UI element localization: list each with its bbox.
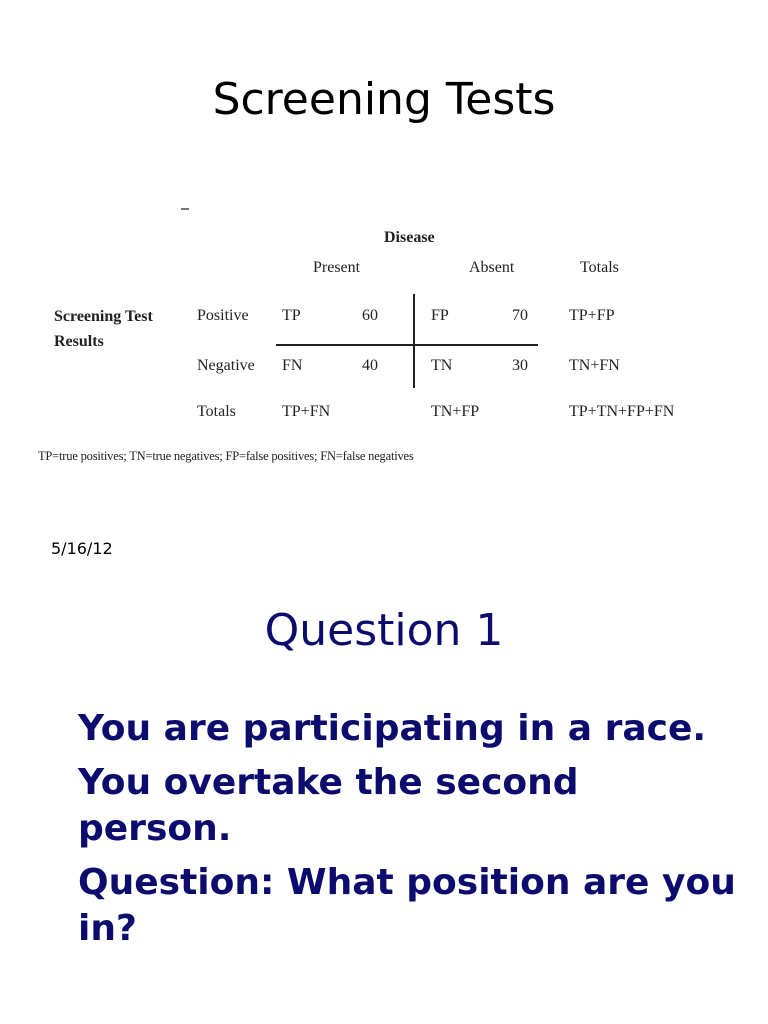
cell-tn-value: 30 <box>512 357 528 374</box>
question-body <box>78 706 738 960</box>
cell-fp-value: 70 <box>512 307 528 324</box>
table-vertical-divider <box>413 294 415 388</box>
cell-tp-value: 60 <box>362 307 378 324</box>
table-legend: TP=true positives; TN=true negatives; FP=false positives; FN=false negatives <box>38 449 414 463</box>
row-label-totals: Totals <box>197 403 236 420</box>
slide-title: Screening Tests <box>212 74 556 125</box>
row-label-negative: Negative <box>197 357 255 374</box>
cell-fn-value: 40 <box>362 357 378 374</box>
question-line: Question: What position are you in? <box>78 862 736 949</box>
cell-column-total-present: TP+FN <box>282 403 331 420</box>
row-group-label: Results <box>54 333 104 350</box>
cell-fn: FN <box>282 357 303 374</box>
cell-tp: TP <box>282 307 301 324</box>
cell-tn: TN <box>431 357 453 374</box>
cell-grand-total: TP+TN+FP+FN <box>569 403 675 420</box>
table-header-disease: Disease <box>384 229 435 246</box>
row-label-positive: Positive <box>197 307 249 324</box>
column-present: Present <box>313 259 361 276</box>
cell-row-total-positive: TP+FP <box>569 307 615 324</box>
cell-row-total-negative: TN+FN <box>569 357 620 374</box>
question-line: You overtake the second person. <box>78 762 579 849</box>
column-absent: Absent <box>469 259 515 276</box>
question-title: Question 1 <box>264 605 504 656</box>
slide-date: 5/16/12 <box>51 539 113 558</box>
column-totals: Totals <box>580 259 619 276</box>
question-line: You are participating in a race. <box>78 708 707 749</box>
row-group-label: Screening Test <box>54 308 153 325</box>
cell-fp: FP <box>431 307 449 324</box>
table-horizontal-divider <box>276 344 538 346</box>
cell-column-total-absent: TN+FP <box>431 403 480 420</box>
screening-table <box>0 200 768 480</box>
